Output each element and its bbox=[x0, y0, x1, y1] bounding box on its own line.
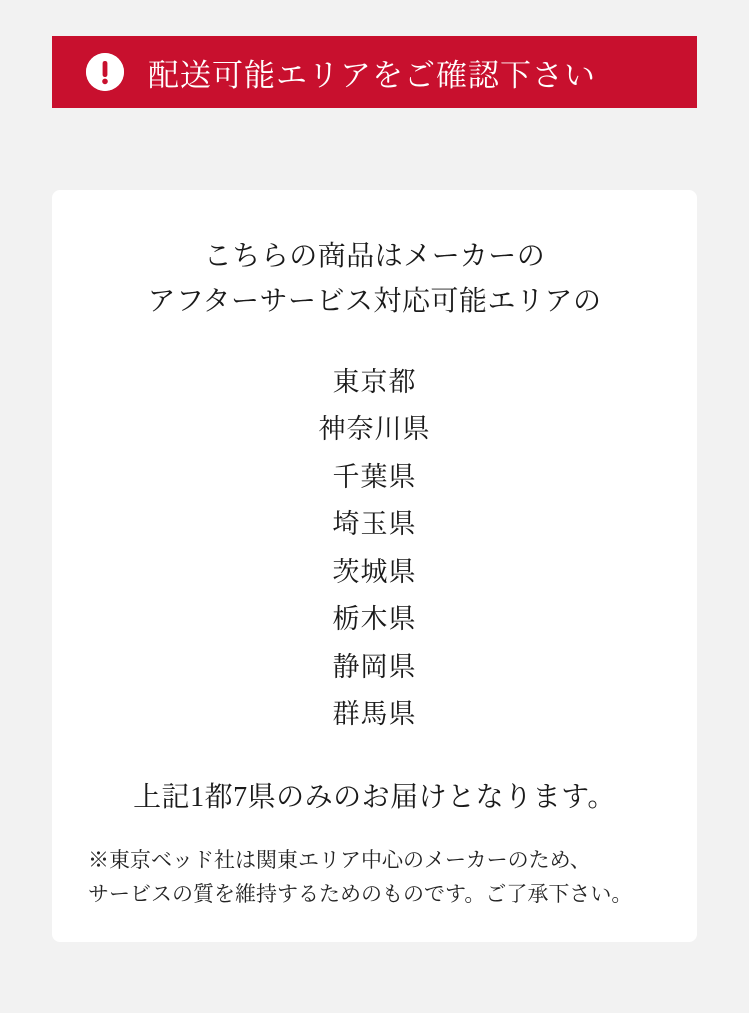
list-item: 千葉県 bbox=[332, 461, 417, 492]
delivery-area-banner bbox=[52, 36, 697, 108]
delivery-note bbox=[82, 843, 667, 911]
exclamation-circle-icon bbox=[86, 53, 124, 91]
list-item: 群馬県 bbox=[332, 699, 417, 730]
list-item: 埼玉県 bbox=[332, 509, 417, 540]
list-item: 静岡県 bbox=[332, 651, 417, 682]
list-item: 神奈川県 bbox=[318, 414, 431, 445]
note-line-2: サービスの質を維持するためのものです。ご了承下さい。 bbox=[88, 881, 633, 906]
lead-line-1: こちらの商品はメーカーの bbox=[203, 241, 546, 272]
lead-line-2: アフターサービス対応可能エリアの bbox=[147, 286, 602, 318]
list-item: 茨城県 bbox=[332, 556, 417, 587]
list-item: 東京都 bbox=[332, 366, 417, 397]
delivery-summary-text: 上記1都7県のみのお届けとなります。 bbox=[133, 781, 616, 813]
area-list bbox=[82, 359, 667, 739]
banner-title: 配送可能エリアをご確認下さい bbox=[148, 57, 596, 93]
note-line-1: ※東京ベッド社は関東エリア中心のメーカーのため、 bbox=[88, 847, 591, 872]
list-item: 栃木県 bbox=[332, 604, 417, 635]
delivery-area-notice-page bbox=[0, 36, 749, 1013]
lead-text bbox=[82, 234, 667, 325]
delivery-area-card bbox=[52, 190, 697, 942]
